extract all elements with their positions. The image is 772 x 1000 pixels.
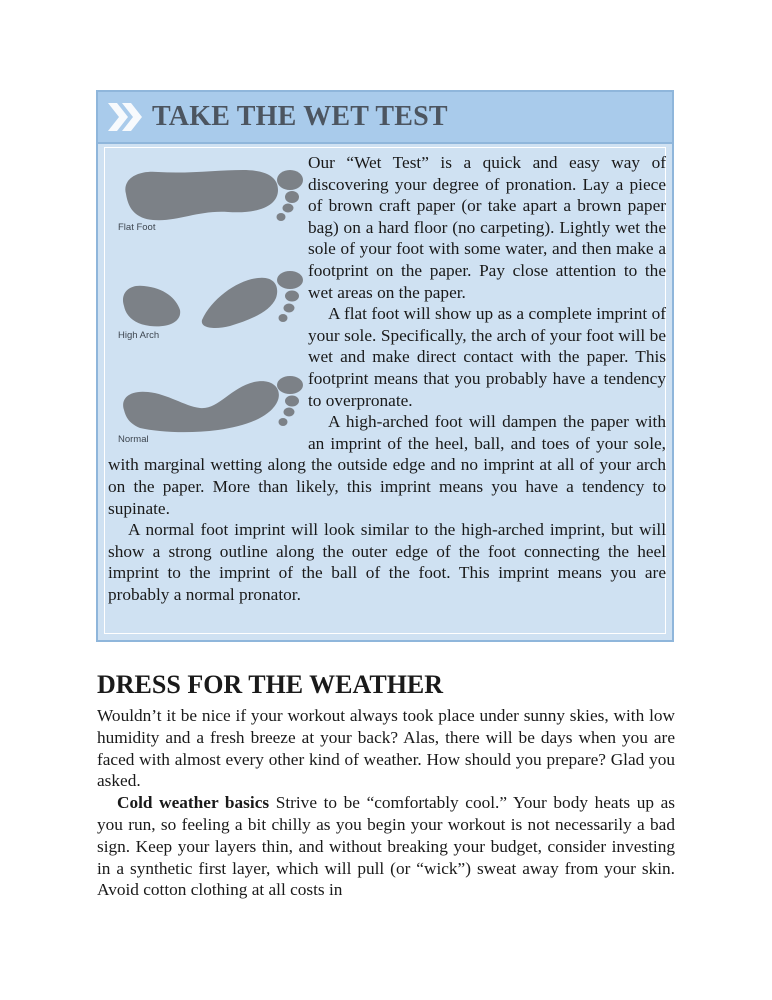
wet-test-sidebar — [96, 90, 674, 642]
figure-caption: Flat Foot — [118, 222, 156, 233]
sidebar-paragraph: A normal foot imprint will look similar to the high-arched imprint, but will show a strong outline along the outer edge of the foot connecting the heel imprint to the imprint of the ball of the foot. This imprint means you are probably a normal pronator. — [108, 520, 666, 604]
figure-caption: Normal — [118, 434, 149, 445]
sidebar-body — [108, 152, 666, 605]
run-in-heading: Cold weather basics — [117, 793, 270, 813]
sidebar-paragraph: Our “Wet Test” is a quick and easy way of discovering your degree of pronation. Lay a piece of brown craft paper (or take apart a brown paper bag) on a hard floor (no carpeting). Lightly wet the sole of your foot with some water, and then make a footprint on the paper. Pay close attention to the wet areas on the paper. — [308, 153, 666, 302]
section-heading: DRESS FOR THE WEATHER — [97, 670, 444, 699]
double-chevron-icon — [108, 103, 144, 131]
figure-caption: High Arch — [118, 330, 160, 341]
figure-spacer — [108, 152, 308, 442]
sidebar-paragraph: A high-arched foot will dampen the paper with an imprint of the heel, ball, and toes of your sole, with marginal wetting along the outside edge and no imprint at all of your arch on the paper. More than likely, this imprint means you have a tendency to supinate. — [108, 412, 666, 518]
sidebar-header — [98, 92, 672, 144]
paragraph-text: Strive to be “comfortably cool.” Your body heats up as you run, so feeling a bit chilly as you begin your workout is not necessarily a bad sign. Keep your layers thin, and without breaking your budget, consider investing in a synthetic first layer, which will pull (or “wick”) sweat away from your skin. Avoid cotton clothing at all costs in — [97, 793, 675, 900]
sidebar-title: TAKE THE WET TEST — [152, 101, 448, 132]
intro-paragraph: Wouldn’t it be nice if your workout always took place under sunny skies, with low humidity and a fresh breeze at your back? Alas, there will be days when you are faced with almost every other kind of weather. How should you prepare? Glad you asked. — [97, 706, 675, 791]
cold-weather-paragraph — [97, 792, 675, 901]
sidebar-paragraph: A flat foot will show up as a complete imprint of your sole. Specifically, the arch of your foot will be wet and make direct contact with the paper. This footprint means that you probably have a tendency to overpronate. — [308, 304, 666, 410]
section-body — [97, 705, 675, 901]
